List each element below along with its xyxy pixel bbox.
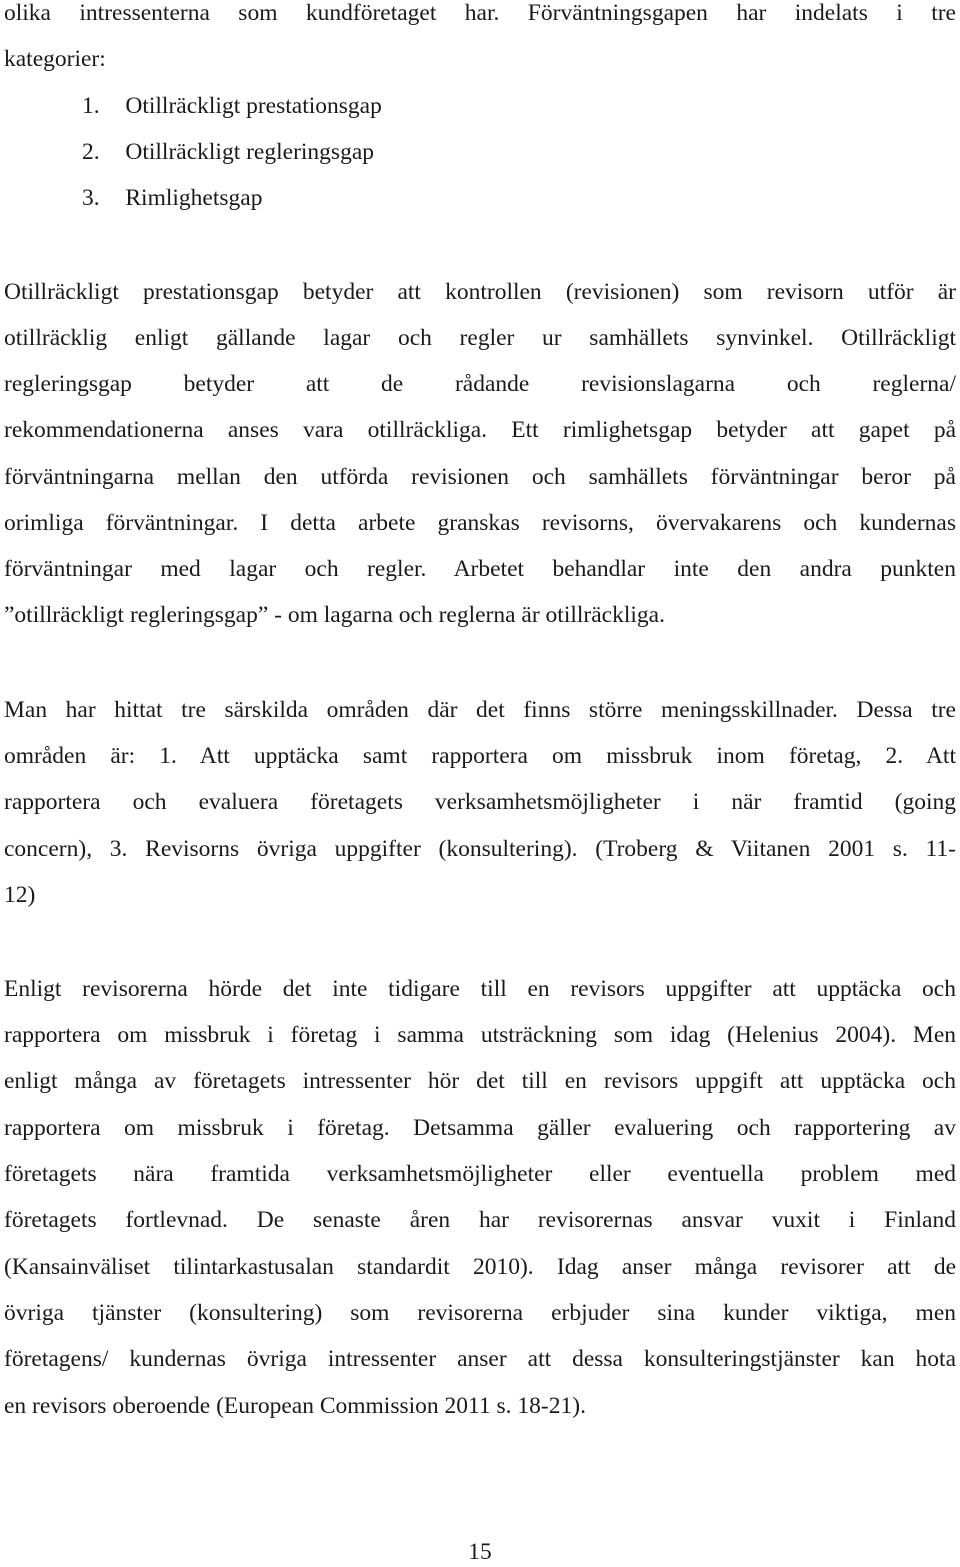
text-line: företagets nära framtida verksamhetsmöjligheter eller eventuella problem med [4,1161,956,1187]
text-line: Otillräckligt prestationsgap betyder att kontrollen (revisionen) som revisorn utför är [4,279,956,305]
list-item-number: 3. [82,185,100,211]
text-line: otillräcklig enligt gällande lagar och regler ur samhällets synvinkel. Otillräckligt [4,325,956,351]
list-item-number: 2. [82,139,100,165]
text-line: förväntningarna mellan den utförda revisionen och samhällets förväntningar beror på [4,464,956,490]
text-line: en revisors oberoende (European Commission 2011 s. 18-21). [4,1393,586,1419]
text-line: (Kansainväliset tilintarkastusalan standardit 2010). Idag anser många revisorer att de [4,1254,956,1280]
text-line: ”otillräckligt regleringsgap” - om lagarna och reglerna är otillräckliga. [4,602,665,628]
text-line: företagets fortlevnad. De senaste åren har revisorernas ansvar vuxit i Finland [4,1207,956,1233]
text-line: rapportera och evaluera företagets verksamhetsmöjligheter i när framtid (going [4,789,956,815]
list-item [4,91,960,137]
text-line: concern), 3. Revisorns övriga uppgifter (konsultering). (Troberg & Viitanen 2001 s. 11- [4,836,956,862]
text-line: kategorier: [4,46,106,72]
text-line: Enligt revisorerna hörde det inte tidigare till en revisors uppgifter att upptäcka och [4,976,956,1002]
text-line: olika intressenterna som kundföretaget har. Förväntningsgapen har indelats i tre [4,0,956,26]
text-line: orimliga förväntningar. I detta arbete granskas revisorns, övervakarens och kundernas [4,510,956,536]
text-line: 12) [4,882,36,908]
list-item-text: Rimlighetsgap [125,185,263,211]
text-line: företagens/ kundernas övriga intressenter anser att dessa konsulteringstjänster kan hota [4,1346,956,1372]
text-line: regleringsgap betyder att de rådande revisionslagarna och reglerna/ [4,371,956,397]
list-item-text: Otillräckligt regleringsgap [125,139,375,165]
list-item-text: Otillräckligt prestationsgap [125,93,382,119]
text-line: övriga tjänster (konsultering) som revisorerna erbjuder sina kunder viktiga, men [4,1300,956,1326]
text-line: Man har hittat tre särskilda områden där det finns större meningsskillnader. Dessa tre [4,697,956,723]
text-line: förväntningar med lagar och regler. Arbetet behandlar inte den andra punkten [4,556,956,582]
text-line: rapportera om missbruk i företag i samma utsträckning som idag (Helenius 2004). Men [4,1022,956,1048]
text-line: enligt många av företagets intressenter hör det till en revisors uppgift att upptäcka och [4,1068,956,1094]
page-number: 15 [468,1539,492,1565]
text-line: rapportera om missbruk i företag. Detsamma gäller evaluering och rapportering av [4,1115,956,1141]
list-item-number: 1. [82,93,100,119]
text-line: områden är: 1. Att upptäcka samt rapportera om missbruk inom företag, 2. Att [4,743,956,769]
text-line: rekommendationerna anses vara otillräckliga. Ett rimlighetsgap betyder att gapet på [4,417,956,443]
list-item [4,183,960,229]
list-item [4,137,960,183]
